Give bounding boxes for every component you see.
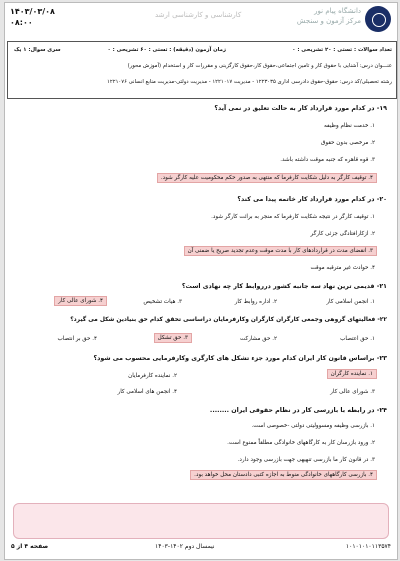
option-correct[interactable]: ۱. نماینده کارگران [327, 369, 377, 379]
page-number: صفحه ۴ از ۵ [11, 543, 49, 550]
option[interactable]: ۲. حق مشارکت [239, 336, 277, 342]
option[interactable]: ۲. ورود بازرسان کار به کارگاههای خانوادگی مطلقاً ممنوع است. [227, 440, 375, 446]
exam-datetime [10, 6, 55, 28]
option[interactable]: ۳. هیات تشخیص [143, 299, 182, 305]
question-19: ۱۹- در کدام مورد قرارداد کار به حالت تعلیق در نمی آید؟ [214, 105, 387, 112]
semester: نیمسال دوم ۱۴۰۲-۱۴۰۳ [155, 543, 215, 550]
exam-page [4, 2, 398, 560]
question-series: سری سوال: ۱ یک [14, 47, 61, 53]
option[interactable]: ۱. انجمن اسلامی کار [326, 299, 375, 305]
option[interactable]: ۲. اداره روابط کار [234, 299, 277, 305]
option[interactable]: ۱. خدمت نظام وظیفه [324, 123, 375, 129]
footer [5, 543, 397, 557]
answer-box [13, 503, 389, 539]
exam-code: ۱۰۱۰۱۰۱۰۱۱۳۵۷۴ [345, 543, 391, 550]
exam-date: ۱۴۰۳/۰۳/۰۸ [10, 7, 55, 16]
option[interactable]: ۴. انجمن های اسلامی کار [117, 389, 177, 395]
option[interactable]: ۲. نماینده کارفرمایان [128, 373, 177, 379]
option[interactable]: ۳. شورای عالی کار [330, 389, 375, 395]
exam-duration: زمان آزمون (دقیقه) : تستی : ۶۰ تشریحی : ۰ [107, 47, 226, 53]
option[interactable]: ۲. ازکارافتادگی جزئی کارگر [310, 231, 375, 237]
option-correct[interactable]: ۴. توقیف کارگر به دلیل شکایت کارفرما که منتهی به صدور حکم محکومیت علیه کارگر شود. [157, 173, 377, 183]
option[interactable]: ۴. حوادث غیر مترقبه موقت [310, 265, 375, 271]
exam-time: ۰۸:۰۰ [10, 18, 33, 27]
exam-label: کارشناسی و کارشناسی ارشد [155, 11, 242, 19]
course-codes: رشته تحصیلی/کد درس: حقوق-حقوق دادرسی اداری ۱۲۲۳۰۳۵ - مدیریت ۱۲۲۱۰۱۷ - مدیریت دولتی-مدیریت منابع انسانی ۱۲۲۱۰۷۶ [107, 79, 392, 85]
university-line2: مرکز آزمون و سنجش [296, 17, 361, 25]
option-correct[interactable]: ۴. شورای عالی کار [54, 296, 107, 306]
question-20: ۲۰- در کدام مورد قرارداد کار خاتمه پیدا می کند؟ [237, 196, 387, 203]
course-title: عنـــوان درس: آشنایی با حقوق کار و تامین اجتماعی،حقوق کار،حقوق کارگزینی و مقررات کار و استخدام (آموزش محور) [127, 63, 392, 69]
option[interactable]: ۴. حق بر انتصاب [57, 336, 97, 342]
option[interactable]: ۱. بازرسی وظیفه ومسوولیتی دولتی -خصوصی است. [251, 423, 375, 429]
option[interactable]: ۱. توقیف کارگر در نتیجه شکایت کارفرما که منجر به برائت کارگر شود. [211, 214, 375, 220]
university-line1: دانشگاه پیام نور [314, 7, 361, 15]
question-24: ۲۴- در رابطه با بازرسی کار در نظام حقوقی ایران ........ [209, 407, 387, 414]
option[interactable]: ۳. قوه قاهره که جنبه موقت داشته باشد. [280, 157, 375, 163]
option-correct[interactable]: ۳. حق تشکل [154, 333, 192, 343]
exam-info-box [7, 41, 397, 99]
option[interactable]: ۱. حق اعتصاب [340, 336, 375, 342]
question-22: ۲۲- فعالیتهای گروهی وجمعی کارگران کارگران وکارفرمایان دراساسی تحقق کدام حق بنیادین شکل می گیرد؟ [70, 317, 387, 323]
option-correct[interactable]: ۴. بازرسی کارگاههای خانوادگی منوط به اجازه کتبی دادستان محل خواهد بود. [190, 470, 377, 480]
university-name [297, 6, 361, 26]
question-count: تعداد سوالات : تستی : ۲۰ تشریحی : ۰ [292, 47, 392, 53]
option[interactable]: ۲. مرخصی بدون حقوق [320, 140, 375, 146]
question-21: ۲۱- قدیمی ترین نهاد سه جانبه کشور درروابط کار چه نهادی است؟ [181, 283, 387, 290]
option-correct[interactable]: ۳. انقضای مدت در قراردادهای کار با مدت موقت وعدم تجدید صریح یا ضمنی آن [184, 246, 377, 256]
option[interactable]: ۳. در قانون کار ما بازرسی تنهیهی جهت بازرسی وجود دارد. [237, 457, 375, 463]
university-logo [365, 6, 391, 32]
header [5, 3, 397, 39]
question-23: ۲۳- براساس قانون کار ایران کدام مورد جزء تشکل های کارگری وکارفرمایی محسوب می شود؟ [93, 355, 387, 362]
